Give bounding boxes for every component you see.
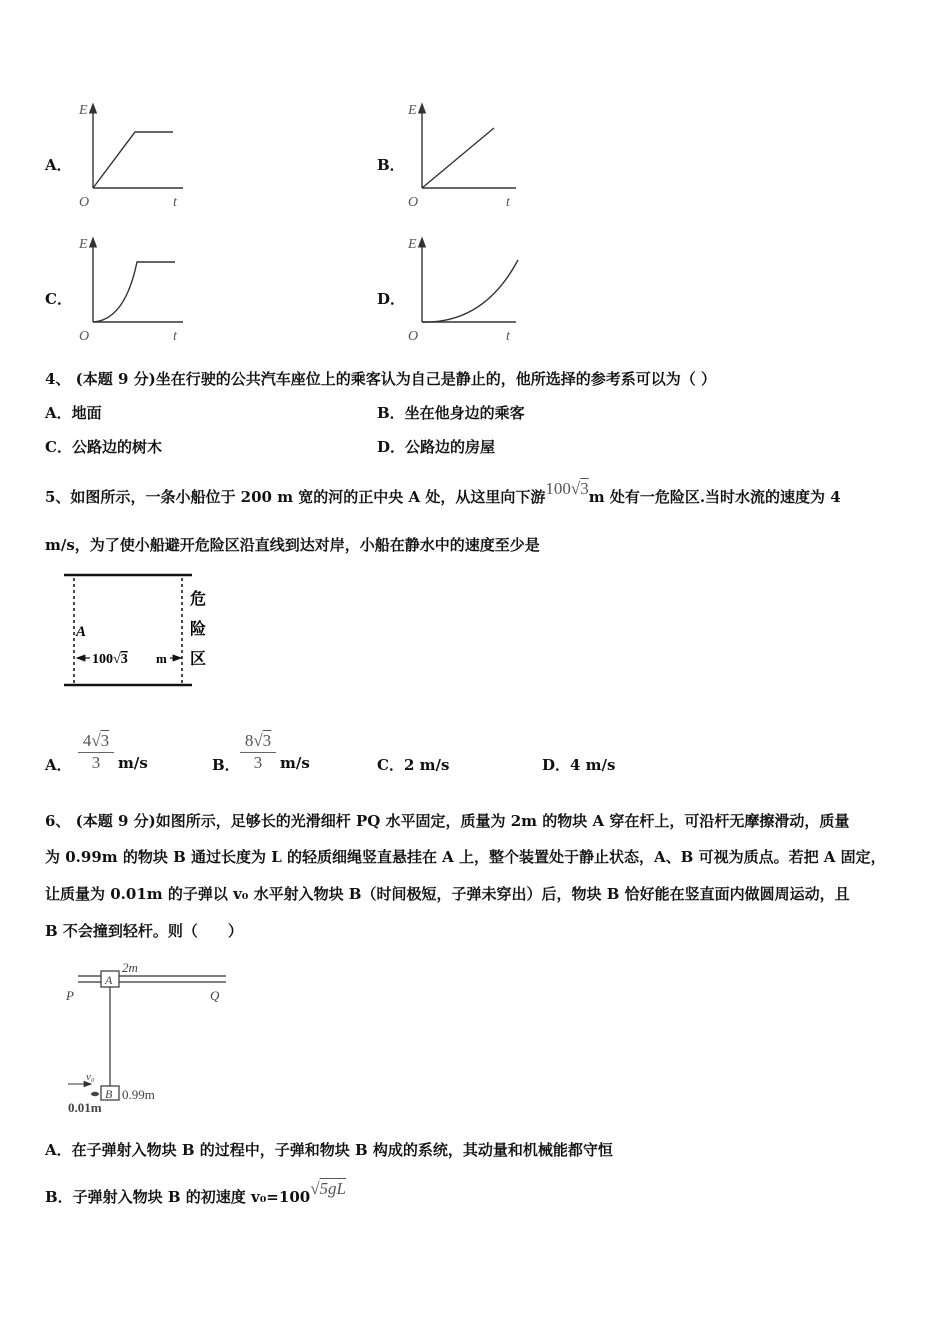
graph-d-label: D． <box>377 290 406 308</box>
graph-d-xlabel: t <box>506 329 510 344</box>
q5-dist-rad: 3 <box>580 479 589 498</box>
rod-figure <box>60 958 240 1118</box>
q6-option-b-rad: 5gL <box>319 1179 347 1198</box>
graph-b-xlabel: t <box>506 195 510 210</box>
q6-line1: 6、 (本题 9 分)如图所示，足够长的光滑细杆 PQ 水平固定，质量为 2m 的物块 A 穿在杆上，可沿杆无摩擦滑动，质量 <box>45 812 850 830</box>
q6-option-b-radical: √5gL <box>310 1179 347 1198</box>
q4-option-c: C．公路边的树木 <box>45 438 162 456</box>
q5-option-b-label: B． <box>212 756 240 774</box>
q5-stem-line1 <box>45 479 841 506</box>
q6-line2: 为 0.99m 的物块 B 通过长度为 L 的轻质细绳竖直悬挂在 A 上，整个装置处于静止状态，A、B 可视为质点。若把 A 固定， <box>45 848 886 866</box>
graph-d-origin: O <box>408 329 419 344</box>
q5-dist-coef: 100 <box>545 479 571 498</box>
danger-char-1: 危 <box>190 591 207 608</box>
graph-b-origin: O <box>408 195 419 210</box>
q6-line4: B 不会撞到轻杆。则（ ） <box>45 922 243 940</box>
river-point-a: A <box>76 624 87 640</box>
q5-b-rad: 3 <box>262 731 272 750</box>
q5-stem-a: 5、如图所示，一条小船位于 200 m 宽的河的正中央 A 处，从这里向下游 <box>45 488 546 506</box>
graph-d-ylabel: E <box>408 237 417 252</box>
graph-a-xlabel: t <box>173 195 177 210</box>
bullet-mass-label: 0.01m <box>68 1100 102 1115</box>
q5-option-c: C．2 m/s <box>377 756 450 774</box>
mass-a-label: 2m <box>122 960 138 975</box>
graph-c-ylabel: E <box>79 237 88 252</box>
q5-a-rad: 3 <box>100 731 110 750</box>
bullet <box>91 1092 99 1096</box>
q6-option-b-text: B．子弹射入物块 B 的初速度 v₀=100 <box>45 1188 311 1206</box>
q4-option-d: D．公路边的房屋 <box>377 438 496 456</box>
block-b-label: B <box>105 1087 113 1101</box>
graph-a-ylabel: E <box>79 103 88 118</box>
q5-option-a-fraction: 4√3 3 <box>78 731 114 773</box>
q6-line3: 让质量为 0.01m 的子弹以 v₀ 水平射入物块 B（时间极短，子弹未穿出）后，物块 B 恰好能在竖直面内做圆周运动，且 <box>45 885 850 903</box>
q5-option-b-fraction: 8√3 3 <box>240 731 276 773</box>
block-a-label: A <box>105 973 113 987</box>
graph-c-curve <box>93 262 175 322</box>
graph-b-ylabel: E <box>408 103 417 118</box>
q6-option-a: A．在子弹射入物块 B 的过程中，子弹和物块 B 构成的系统，其动量和机械能都守恒 <box>45 1141 613 1159</box>
danger-char-3: 区 <box>190 651 207 668</box>
q4-stem: 4、 (本题 9 分)坐在行驶的公共汽车座位上的乘客认为自己是静止的，他所选择的参考系可以为（ ） <box>45 370 716 388</box>
graph-b <box>404 98 524 210</box>
q5-a-num: 4 <box>82 731 92 750</box>
q5-stem-b: m 处有一危险区.当时水流的速度为 4 <box>588 488 841 506</box>
q5-option-b-unit: m/s <box>280 754 310 772</box>
q5-distance: 100√3 <box>545 479 589 498</box>
q5-option-d: D．4 m/s <box>542 756 616 774</box>
q5-b-den: 3 <box>253 753 263 772</box>
graph-a-origin: O <box>79 195 90 210</box>
graph-d-curve <box>422 260 518 322</box>
rod-end-q: Q <box>210 988 220 1003</box>
river-dist: 100√3 <box>92 652 128 667</box>
q5-a-den: 3 <box>91 753 101 772</box>
graph-c <box>75 232 195 344</box>
danger-char-2: 险 <box>190 621 207 638</box>
graph-a-curve <box>93 132 173 188</box>
q4-option-a: A．地面 <box>45 404 102 422</box>
graph-c-xlabel: t <box>173 329 177 344</box>
q6-option-b <box>45 1179 347 1206</box>
q5-option-a-unit: m/s <box>118 754 148 772</box>
river-unit: m <box>156 651 167 666</box>
graph-b-label: B． <box>377 156 405 174</box>
graph-c-origin: O <box>79 329 90 344</box>
graph-a-label: A． <box>45 156 72 174</box>
graph-d <box>404 232 528 344</box>
mass-b-label: 0.99m <box>122 1087 155 1102</box>
q5-stem-c: m/s，为了使小船避开危险区沿直线到达对岸，小船在静水中的速度至少是 <box>45 536 540 554</box>
river-figure <box>60 570 220 692</box>
q5-option-a-label: A． <box>45 756 72 774</box>
q5-b-num: 8 <box>244 731 254 750</box>
q4-option-b: B．坐在他身边的乘客 <box>377 404 525 422</box>
graph-b-curve <box>422 128 494 188</box>
graph-a <box>75 98 195 210</box>
graph-c-label: C． <box>45 290 72 308</box>
velocity-label: v₀ <box>86 1071 95 1083</box>
rod-end-p: P <box>66 988 74 1003</box>
